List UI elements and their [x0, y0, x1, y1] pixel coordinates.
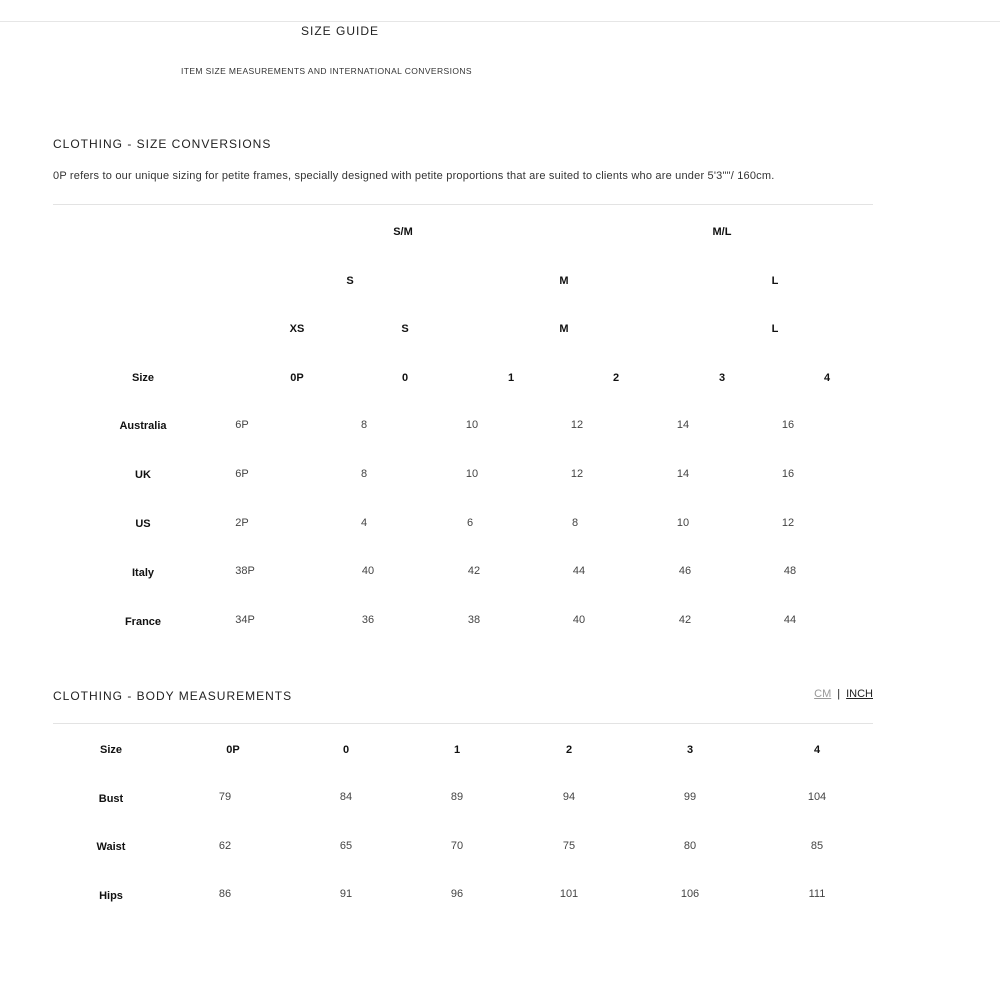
band-label: S: [346, 275, 354, 287]
table-cell: 12: [570, 468, 584, 480]
table-cell: 70: [450, 840, 464, 852]
band-label: L: [771, 323, 779, 335]
unit-toggle: [814, 688, 873, 700]
size-header-cell: 2: [565, 744, 573, 756]
band-label: S: [401, 323, 409, 335]
table-cell: 12: [781, 517, 795, 529]
table-cell: 111: [808, 888, 826, 900]
table-cell: 38P: [235, 565, 255, 577]
row-label: Bust: [98, 793, 124, 805]
table-cell: 10: [465, 468, 479, 480]
row-label: Waist: [96, 841, 126, 853]
table-cell: 40: [572, 614, 586, 626]
top-divider: [0, 21, 1000, 22]
size-header-cell: 1: [507, 372, 515, 384]
size-header-label: Size: [131, 372, 155, 384]
band-label: M/L: [712, 226, 732, 238]
band-label: M: [559, 275, 569, 287]
table-cell: 8: [571, 517, 579, 529]
conversions-divider: [53, 204, 873, 205]
table-cell: 65: [339, 840, 353, 852]
table-cell: 106: [680, 888, 700, 900]
size-header-cell: 3: [718, 372, 726, 384]
band-label: S/M: [393, 226, 413, 238]
row-label: US: [135, 518, 151, 530]
table-cell: 44: [783, 614, 797, 626]
table-cell: 40: [361, 565, 375, 577]
table-cell: 86: [218, 888, 232, 900]
table-cell: 8: [360, 419, 368, 431]
size-header-cell: 4: [823, 372, 831, 384]
table-cell: 89: [450, 791, 464, 803]
table-cell: 80: [683, 840, 697, 852]
table-cell: 10: [465, 419, 479, 431]
table-cell: 99: [683, 791, 697, 803]
table-cell: 84: [339, 791, 353, 803]
unit-separator: |: [837, 688, 841, 700]
measurements-divider: [53, 723, 873, 724]
table-cell: 42: [467, 565, 481, 577]
size-header-cell: 0P: [290, 372, 304, 384]
petite-description: 0P refers to our unique sizing for petite frames, specially designed with petite proportions that are suited to clients who are under 5'3""/ 160cm.: [53, 170, 775, 182]
table-cell: 101: [559, 888, 579, 900]
table-cell: 46: [678, 565, 692, 577]
cm-unit-link[interactable]: CM: [814, 688, 832, 700]
table-cell: 85: [810, 840, 824, 852]
table-cell: 2P: [235, 517, 249, 529]
table-cell: 14: [676, 468, 690, 480]
measurements-heading: CLOTHING - BODY MEASUREMENTS: [53, 689, 293, 703]
table-cell: 4: [360, 517, 368, 529]
size-header-cell: 2: [612, 372, 620, 384]
page-subtitle: ITEM SIZE MEASUREMENTS AND INTERNATIONAL CONVERSIONS: [181, 66, 472, 76]
table-cell: 6P: [235, 468, 249, 480]
table-cell: 44: [572, 565, 586, 577]
table-cell: 6P: [235, 419, 249, 431]
table-cell: 16: [781, 468, 795, 480]
table-cell: 34P: [235, 614, 255, 626]
table-cell: 14: [676, 419, 690, 431]
row-label: Hips: [99, 890, 123, 902]
table-cell: 91: [339, 888, 353, 900]
size-header-label: Size: [99, 744, 123, 756]
table-cell: 16: [781, 419, 795, 431]
row-label: Italy: [131, 567, 155, 579]
row-label: Australia: [119, 420, 167, 432]
table-cell: 96: [450, 888, 464, 900]
table-cell: 75: [562, 840, 576, 852]
band-label: M: [559, 323, 569, 335]
row-label: France: [124, 616, 162, 628]
table-cell: 48: [783, 565, 797, 577]
size-header-cell: 0: [401, 372, 409, 384]
size-header-cell: 0: [342, 744, 350, 756]
size-header-cell: 4: [813, 744, 821, 756]
table-cell: 38: [467, 614, 481, 626]
size-header-cell: 1: [453, 744, 461, 756]
table-cell: 79: [218, 791, 232, 803]
table-cell: 6: [466, 517, 474, 529]
band-label: XS: [289, 323, 305, 335]
size-header-cell: 0P: [226, 744, 240, 756]
band-label: L: [771, 275, 779, 287]
inch-unit-link[interactable]: INCH: [846, 688, 873, 700]
table-cell: 8: [360, 468, 368, 480]
page-title: SIZE GUIDE: [301, 24, 380, 38]
table-cell: 62: [218, 840, 232, 852]
table-cell: 10: [676, 517, 690, 529]
table-cell: 42: [678, 614, 692, 626]
table-cell: 104: [807, 791, 827, 803]
table-cell: 36: [361, 614, 375, 626]
conversions-heading: CLOTHING - SIZE CONVERSIONS: [53, 137, 272, 151]
table-cell: 94: [562, 791, 576, 803]
row-label: UK: [135, 469, 151, 481]
size-header-cell: 3: [686, 744, 694, 756]
table-cell: 12: [570, 419, 584, 431]
